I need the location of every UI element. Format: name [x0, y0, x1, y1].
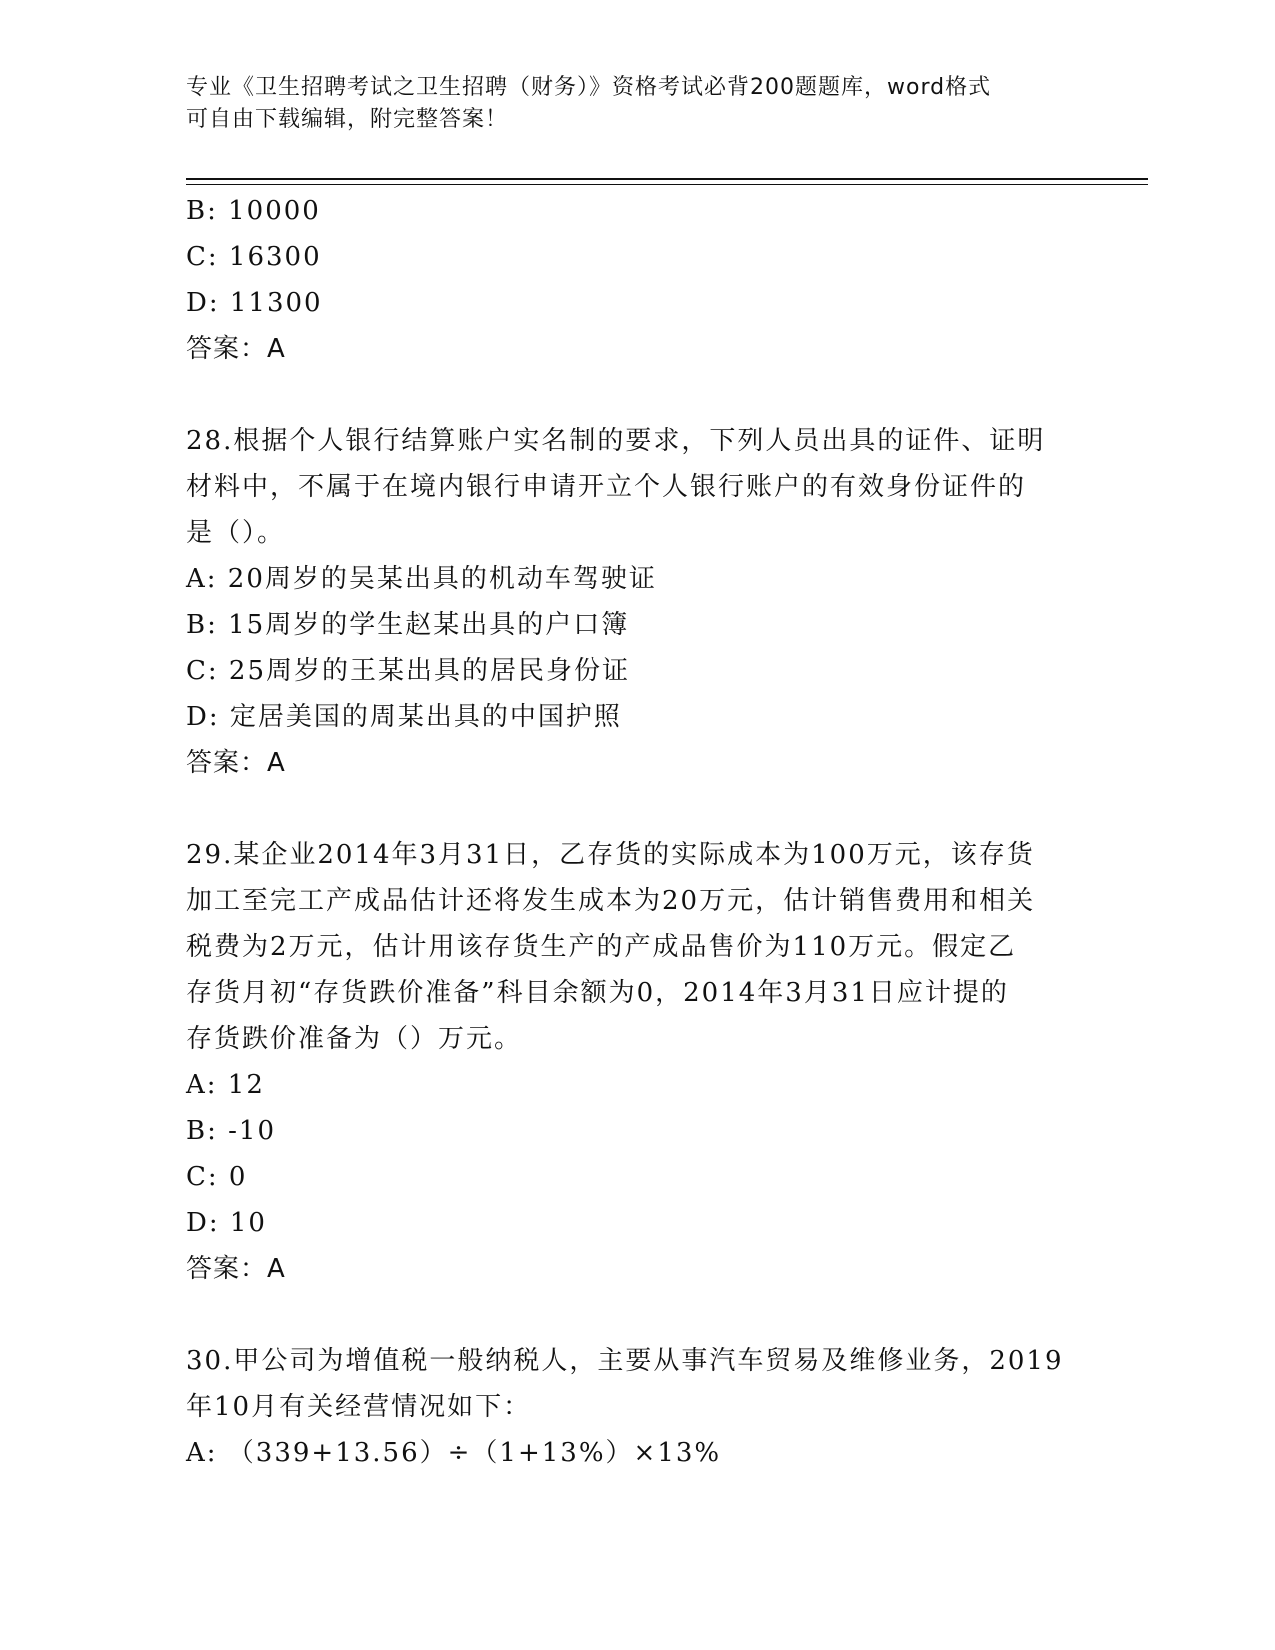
spacer — [186, 1292, 1086, 1338]
option-d: D: 10 — [186, 1208, 267, 1238]
document-header — [186, 72, 1066, 136]
answer: 答案：A — [186, 1254, 286, 1284]
header-divider-thin — [186, 184, 1148, 185]
option-a: A: （339+13.56）÷（1+13%）×13% — [186, 1438, 722, 1468]
spacer — [186, 372, 1086, 418]
question-27-tail — [186, 188, 1086, 372]
option-c: C: 25周岁的王某出具的居民身份证 — [186, 656, 631, 686]
question-stem: 是（）。 — [186, 518, 286, 548]
question-30 — [186, 1338, 1086, 1476]
header-divider-thick — [186, 178, 1148, 180]
option-c: C: 16300 — [186, 242, 322, 272]
question-stem: 年10月有关经营情况如下： — [186, 1392, 532, 1422]
option-a: A: 12 — [186, 1070, 265, 1100]
question-28 — [186, 418, 1086, 786]
question-stem: 加工至完工产成品估计还将发生成本为20万元，估计销售费用和相关 — [186, 886, 1036, 916]
question-stem: 材料中，不属于在境内银行申请开立个人银行账户的有效身份证件的 — [186, 472, 1027, 502]
option-d: D: 定居美国的周某出具的中国护照 — [186, 702, 622, 732]
option-b: B: 10000 — [186, 196, 321, 226]
question-list — [186, 188, 1086, 1476]
question-stem: 29.某企业2014年3月31日，乙存货的实际成本为100万元，该存货 — [186, 840, 1035, 870]
option-d: D: 11300 — [186, 288, 323, 318]
option-a: A: 20周岁的吴某出具的机动车驾驶证 — [186, 564, 657, 594]
option-b: B: -10 — [186, 1116, 276, 1146]
answer: 答案：A — [186, 748, 286, 778]
question-stem: 税费为2万元，估计用该存货生产的产成品售价为110万元。假定乙 — [186, 932, 1017, 962]
question-stem: 存货跌价准备为（）万元。 — [186, 1024, 523, 1054]
question-stem: 28.根据个人银行结算账户实名制的要求，下列人员出具的证件、证明 — [186, 426, 1046, 456]
option-b: B: 15周岁的学生赵某出具的户口簿 — [186, 610, 630, 640]
question-29 — [186, 832, 1086, 1292]
header-line-2: 可自由下载编辑，附完整答案！ — [186, 107, 509, 132]
question-stem: 存货月初“存货跌价准备”科目余额为0，2014年3月31日应计提的 — [186, 978, 1009, 1008]
spacer — [186, 786, 1086, 832]
header-line-1: 专业《卫生招聘考试之卫生招聘（财务）》资格考试必背200题题库，word格式 — [186, 75, 992, 100]
option-c: C: 0 — [186, 1162, 248, 1192]
answer: 答案：A — [186, 334, 286, 364]
question-stem: 30.甲公司为增值税一般纳税人，主要从事汽车贸易及维修业务，2019 — [186, 1346, 1064, 1376]
